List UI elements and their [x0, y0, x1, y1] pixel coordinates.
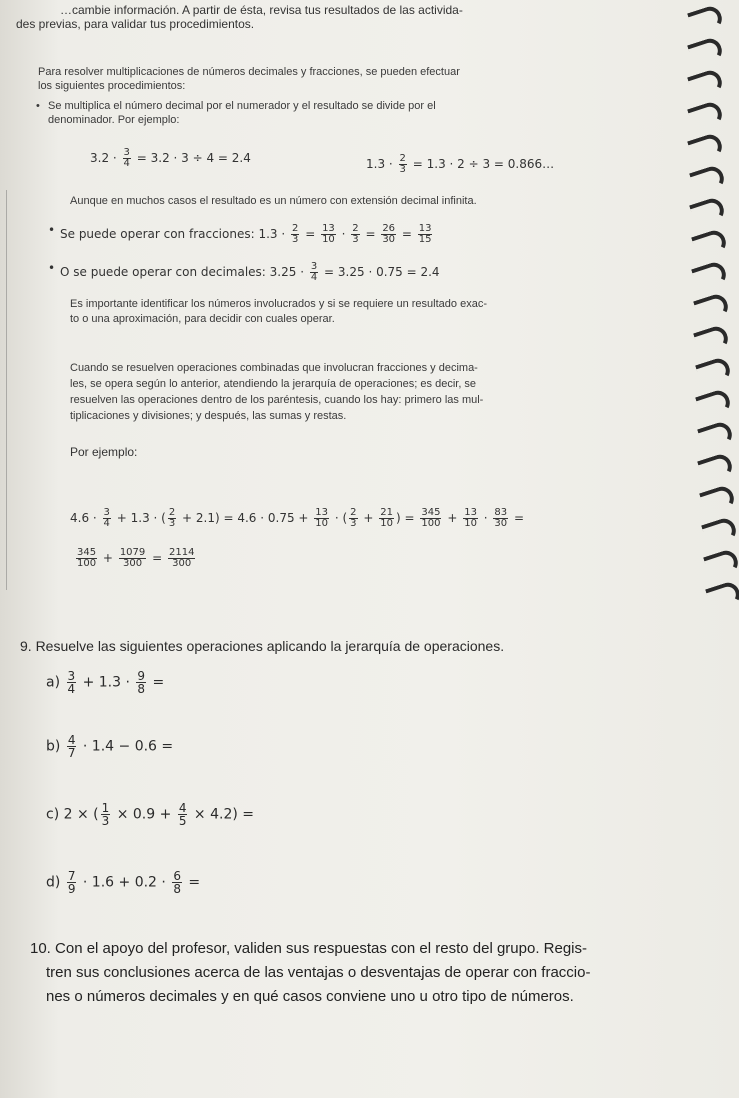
- binding-ring: [689, 164, 727, 197]
- bullet-1b: denominador. Por ejemplo:: [48, 114, 180, 126]
- exercise-9c: c) 2 × ( $\frac{1}{3}$ × 0.9 + $\frac{4}{5}$ × 4.2) =: [46, 801, 254, 828]
- binding-ring: [687, 132, 725, 165]
- binding-ring: [687, 36, 725, 69]
- example-equation-2: 1.3 · $\frac{2}{3}$ = 1.3 · 2 ÷ 3 = 0.866…: [366, 153, 555, 175]
- binding-ring: [697, 420, 735, 453]
- methods-para-1b: los siguientes procedimientos:: [38, 80, 186, 92]
- exercise-9a: a) $\frac{3}{4}$ + 1.3 · $\frac{9}{8}$ =: [46, 669, 165, 696]
- binding-ring: [687, 4, 725, 37]
- example-label: Por ejemplo:: [70, 445, 138, 459]
- exercise-9d: d) $\frac{7}{9}$ · 1.6 + 0.2 · $\frac{6}{8}$ =: [46, 869, 201, 896]
- binding-ring: [697, 452, 735, 485]
- methods-para-4c: resuelven las operaciones dentro de los paréntesis, cuando los hay: primero las mul-: [70, 394, 484, 406]
- binding-ring: [689, 196, 727, 229]
- bullet-decimals: • O se puede operar con decimales: 3.25 · $\frac{3}{4}$ = 3.25 · 0.75 = 2.4: [60, 262, 440, 283]
- binding-ring: [695, 388, 733, 421]
- binding-ring: [687, 68, 725, 101]
- exercise-9b: b) $\frac{4}{7}$ · 1.4 − 0.6 =: [46, 733, 174, 760]
- methods-para-4a: Cuando se resuelven operaciones combinadas que involucran fracciones y decima-: [70, 362, 478, 374]
- methods-para-2: Aunque en muchos casos el resultado es un número con extensión decimal infinita.: [70, 195, 477, 207]
- bullet-fractions: • Se puede operar con fracciones: 1.3 · $\frac{2}{3}$ = $\frac{13}{10}$ · $\frac{2}{3}$ = $\frac{26}{30}$ = $\frac{13}{15}$: [60, 224, 434, 245]
- intro-line-1: …cambie información. A partir de ésta, revisa tus resultados de las activida-: [60, 3, 463, 17]
- binding-ring: [693, 292, 731, 325]
- methods-para-3a: Es importante identificar los números involucrados y si se requiere un resultado exac-: [70, 298, 487, 310]
- exercise-9-title: 9. Resuelve las siguientes operaciones aplicando la jerarquía de operaciones.: [20, 638, 505, 654]
- binding-ring: [701, 516, 739, 549]
- methods-para-4d: tiplicaciones y divisiones; y después, las sumas y restas.: [70, 410, 347, 422]
- exercise-10-line-3: nes o números decimales y en qué casos conviene uno u otro tipo de números.: [46, 988, 574, 1005]
- example-equation-1: 3.2 · $\frac{3}{4}$ = 3.2 · 3 ÷ 4 = 2.4: [90, 147, 251, 169]
- binding-ring: [705, 580, 739, 613]
- exercise-10-line-2: tren sus conclusiones acerca de las ventajas o desventajas de operar con fraccio-: [46, 964, 591, 981]
- binding-ring: [691, 228, 729, 261]
- binding-ring: [695, 356, 733, 389]
- methods-para-4b: les, se opera según lo anterior, atendiendo la jerarquía de operaciones; es decir, se: [70, 378, 477, 390]
- methods-para-1a: Para resolver multiplicaciones de números decimales y fracciones, se pueden efectuar: [38, 66, 460, 78]
- exercise-10-line-1: 10. Con el apoyo del profesor, validen sus respuestas con el resto del grupo. Regis-: [30, 940, 587, 957]
- binding-ring: [703, 548, 739, 581]
- binding-ring: [693, 324, 731, 357]
- worked-example-line-2: $\frac{345}{100}$ + $\frac{1079}{300}$ = $\frac{2114}{300}$: [77, 547, 195, 569]
- binding-ring: [691, 260, 729, 293]
- binding-ring: [687, 100, 725, 133]
- methods-para-3b: to o una aproximación, para decidir con cuales operar.: [70, 313, 335, 325]
- margin-line: [6, 190, 7, 590]
- binding-ring: [699, 484, 737, 517]
- intro-line-2: des previas, para validar tus procedimientos.: [16, 17, 255, 31]
- bullet-1a: • Se multiplica el número decimal por el numerador y el resultado se divide por el: [48, 100, 436, 113]
- worked-example-line-1: 4.6 · $\frac{3}{4}$ + 1.3 · ( $\frac{2}{3}$ + 2.1) = 4.6 · 0.75 + $\frac{13}{10}$ · ( $\frac{2}{3}$ + $\frac{21}{10}$ ) = $\frac{345}{100}$ + $\frac{13}{10}$ · $\frac{83}{30}$ =: [70, 507, 525, 529]
